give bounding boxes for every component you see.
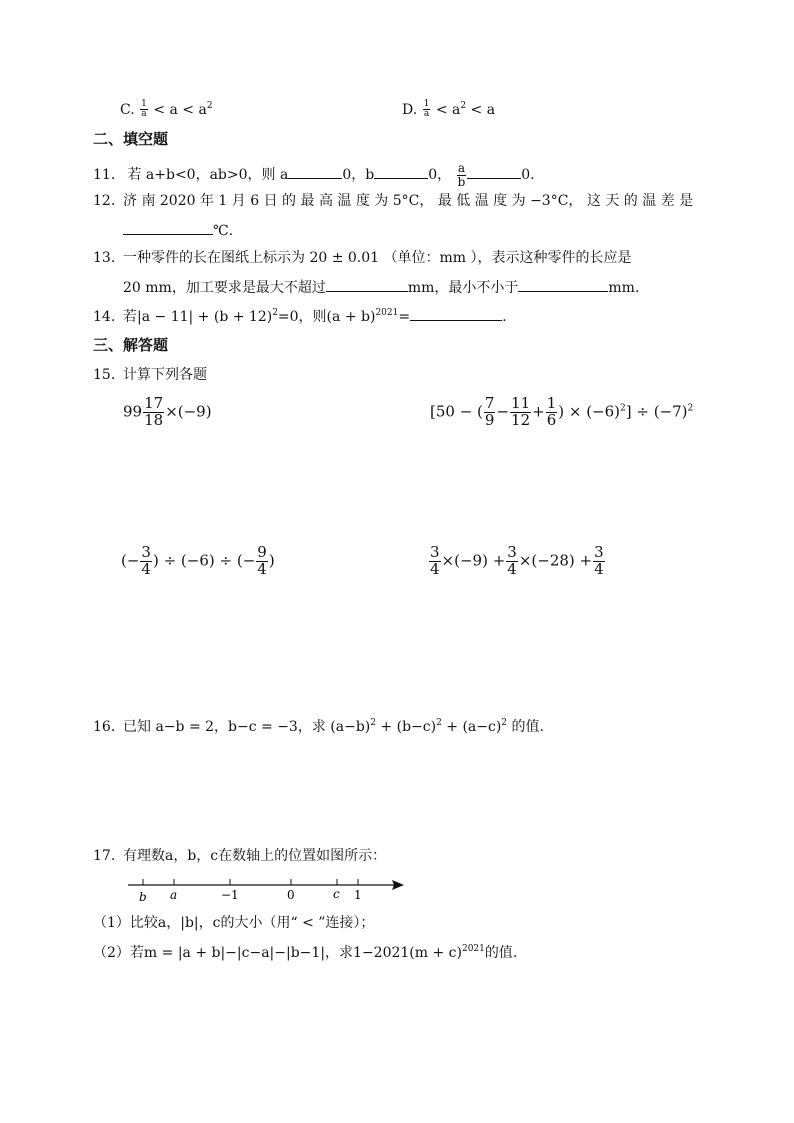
tick-label-1: 1 <box>354 888 362 902</box>
tick-0 <box>287 879 295 902</box>
question-number: 13. <box>93 250 116 266</box>
answer-blank[interactable] <box>410 308 502 321</box>
option-d: D. $\frac{1}{a}$ < $a^2 < a$ <box>402 99 496 120</box>
fraction-a-over-b: $\frac{a}{b}$ <box>457 161 466 189</box>
question-17: 17. 有理数a，b，c在数轴上的位置如图所示： <box>93 848 387 864</box>
answer-blank[interactable] <box>326 279 408 292</box>
question-13-line2: 20 mm，加工要求是最大不超过 mm，最小不小于 mm. <box>123 280 640 296</box>
tick-c <box>333 879 340 901</box>
tick-b <box>139 879 147 904</box>
question-12: 12. 济 南 2020 年 1 月 6 日 的 最 高 温 度 为 5°C， 最 低 温 度 为 −3°C， 这 天 的 温 差 是 <box>93 193 694 209</box>
question-number: 12. <box>93 193 116 209</box>
answer-blank[interactable] <box>123 222 213 235</box>
question-number: 11. <box>93 167 116 184</box>
section-2-title: 二、填空题 <box>93 130 169 148</box>
tick-1 <box>354 879 362 902</box>
question-16: 16. 已知 a−b = 2，b−c = −3，求 $(a-b)^2 + (b-c)^2 + (a-c)^2$ 的值. <box>93 718 544 735</box>
question-17-part-2: （2）若m = |a + b|−|c−a|−|b−1|，求$1-2021(m + c)^{2021}$的值. <box>93 944 518 961</box>
question-number: 14. <box>93 309 116 325</box>
option-c-label: C. <box>120 101 135 118</box>
tick-label-c: c <box>333 887 340 901</box>
answer-blank[interactable] <box>518 279 608 292</box>
question-number: 17. <box>93 848 116 864</box>
question-17-part-1: （1）比较a，|b|，c的大小（用“ < ”连接）； <box>93 915 375 931</box>
question-12-line2: ℃. <box>123 222 233 238</box>
tick-label-neg1: −1 <box>221 888 239 902</box>
answer-blank[interactable] <box>288 166 342 179</box>
question-number: 15. <box>93 367 116 383</box>
question-14: 14. 若$|a - 11| + (b + 12)^2=0$，则$(a + b)^{2021}=$ . <box>93 308 507 325</box>
question-15: 15. 计算下列各题 <box>93 367 207 383</box>
answer-blank[interactable] <box>374 166 428 179</box>
expression-2: [50 − ( $\frac{7}{9}$ − $\frac{11}{12}$ + $\frac{1}{6}$ ) × $(-6)^2] \div (-7)^2$ <box>430 394 694 429</box>
option-c-fraction: $\frac{1}{a}$ <box>141 99 147 120</box>
expression-1: 99 $\frac{17}{18}$ ×(−9) <box>123 394 212 429</box>
question-13: 13. 一种零件的长在图纸上标示为 20 ± 0.01 （单位：mm ），表示这种零件的长应是 <box>93 250 632 266</box>
section-3-title: 三、解答题 <box>93 336 169 354</box>
option-d-label: D. <box>402 101 418 118</box>
option-c: C. $\frac{1}{a}$ < $a < a^2$ <box>120 99 213 120</box>
tick-label-0: 0 <box>287 888 295 902</box>
tick-a <box>170 879 177 902</box>
question-11: 11. 若 a+b<0，ab>0，则 a 0，b 0， $\frac{a}{b}$ 0. <box>93 161 535 189</box>
tick-neg1 <box>221 879 239 902</box>
option-d-fraction: $\frac{1}{a}$ <box>423 99 430 120</box>
answer-blank[interactable] <box>467 166 521 179</box>
expression-4: $\frac{3}{4}$ ×(−9) + $\frac{3}{4}$ ×(−28) + $\frac{3}{4}$ <box>430 543 604 578</box>
tick-label-b: b <box>139 890 147 904</box>
tick-label-a: a <box>170 888 178 902</box>
expression-3: (− $\frac{3}{4}$ ) ÷ (−6) ÷ (− $\frac{9}{4}$ ) <box>121 543 275 578</box>
number-line-figure <box>120 870 410 906</box>
question-number: 16. <box>93 719 116 735</box>
